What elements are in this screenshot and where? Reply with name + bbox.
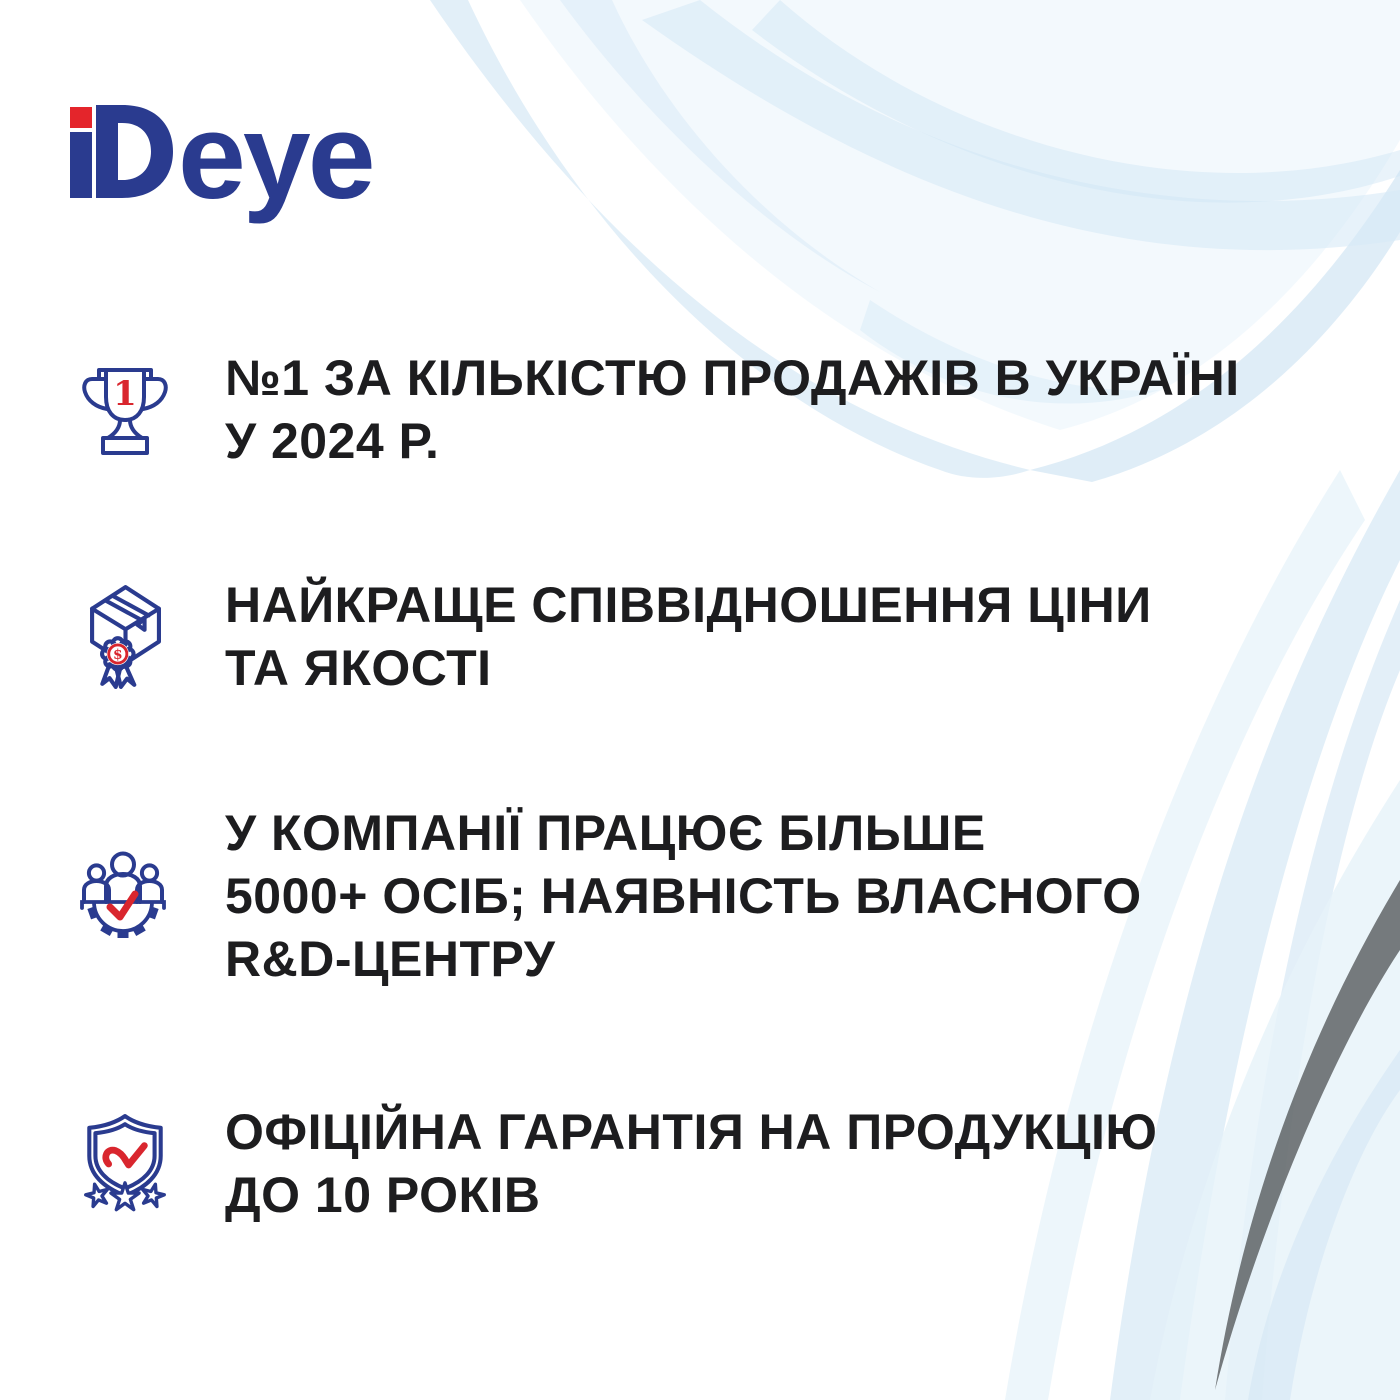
feature-text-line: R&D-ЦЕНТРУ [225,930,556,987]
trophy-rank-number: 1 [113,374,137,414]
feature-row [0,1100,1360,1228]
trophy-number-one-icon [70,359,180,461]
feature-text-line: НАЙКРАЩЕ СПІВВІДНОШЕННЯ ЦІНИ [225,577,1152,633]
feature-text-line: ТА ЯКОСТІ [225,640,492,696]
feature-row [0,346,1360,474]
feature-text-line: У КОМПАНІЇ ПРАЦЮЄ БІЛЬШЕ [225,804,986,861]
shield-warranty-stars-icon [70,1113,180,1215]
feature-text-line: У 2024 Р. [225,413,440,469]
medal-dollar-sign: $ [112,647,123,664]
feature-text-line: 5000+ ОСІБ; НАЯВНІСТЬ ВЛАСНОГО [225,867,1142,924]
feature-row [0,800,1360,992]
logo-wordmark: eye [178,92,373,224]
feature-text [225,802,1142,991]
package-price-quality-icon [70,583,180,691]
feature-text-line: ДО 10 РОКІВ [225,1167,541,1223]
feature-text-line: №1 ЗА КІЛЬКІСТЮ ПРОДАЖІВ В УКРАЇНІ [225,350,1240,406]
team-gear-check-icon [70,844,180,949]
feature-text [225,347,1240,473]
feature-text [225,574,1152,700]
feature-text [225,1101,1157,1227]
feature-text-line: ОФІЦІЙНА ГАРАНТІЯ НА ПРОДУКЦІЮ [225,1104,1158,1160]
feature-row [0,573,1360,701]
